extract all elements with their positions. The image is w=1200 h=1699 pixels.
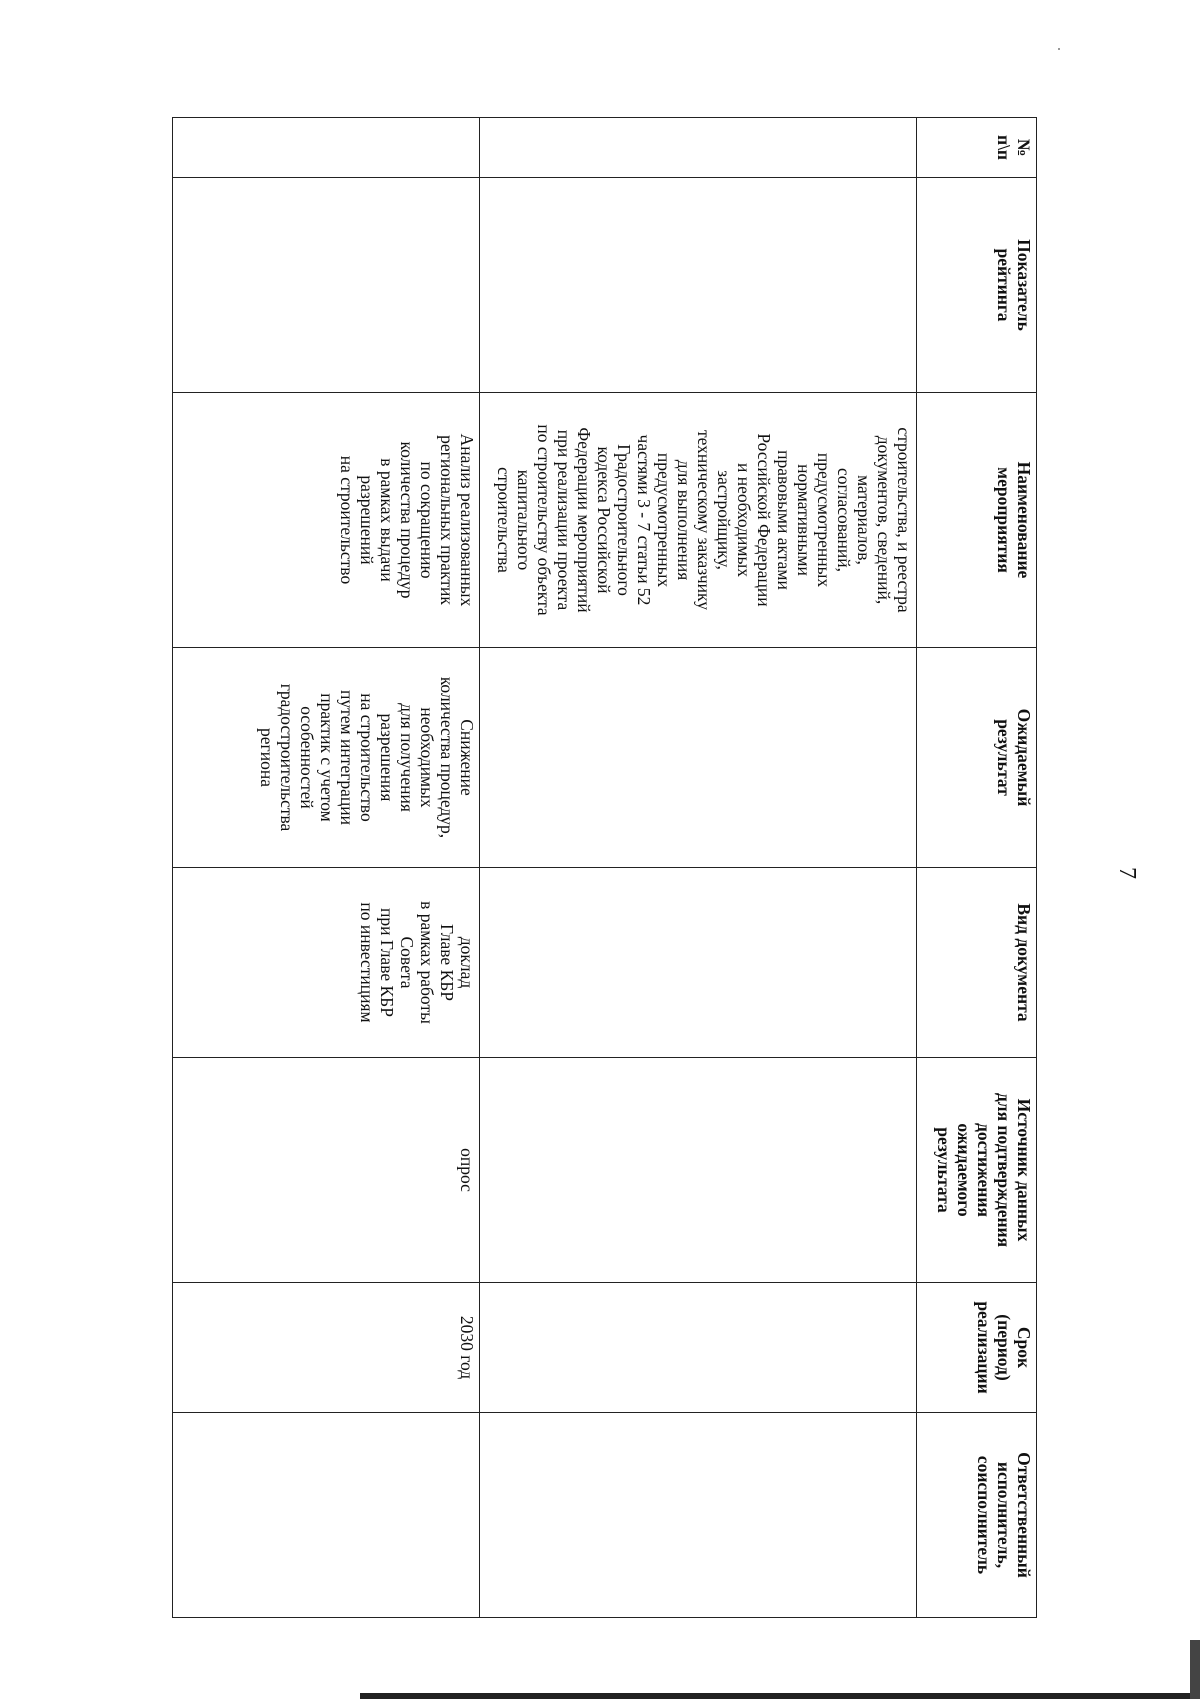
header-result: Ожидаемый результат (917, 648, 1037, 868)
rotated-table-sheet (172, 117, 1037, 1617)
measures-table (172, 117, 1037, 1618)
scan-edge-bottom (360, 1693, 1200, 1699)
cell-doc-type: доклад Главе КБР в рамках работы Совета при Главе КБР по инвестициям (173, 868, 480, 1058)
scan-edge-right (1190, 1640, 1200, 1699)
table-row (173, 118, 480, 1618)
cell-term (479, 1283, 916, 1413)
header-doc-type: Вид документа (917, 868, 1037, 1058)
header-measure: Наименование мероприятия (917, 393, 1037, 648)
cell-source (479, 1058, 916, 1283)
header-num: № п\п (917, 118, 1037, 178)
header-term: Срок (период) реализации (917, 1283, 1037, 1413)
header-source: Источник данных для подтверждения достижения ожидаемого результата (917, 1058, 1037, 1283)
cell-doc-type (479, 868, 916, 1058)
header-responsible: Ответственный исполнитель, соисполнитель (917, 1413, 1037, 1618)
cell-result (479, 648, 916, 868)
cell-source: опрос (173, 1058, 480, 1283)
cell-term: 2030 год (173, 1283, 480, 1413)
cell-num (479, 118, 916, 178)
cell-responsible (479, 1413, 916, 1618)
cell-indicator (173, 178, 480, 393)
cell-measure: Анализ реализованных региональных практик по сокращению количества процедур в рамках выдачи разрешений на строительство (173, 393, 480, 648)
table-row (479, 118, 916, 1618)
cell-num (173, 118, 480, 178)
scan-artifact-dot (1058, 48, 1060, 50)
cell-responsible (173, 1413, 480, 1618)
header-indicator: Показатель рейтинга (917, 178, 1037, 393)
page-number: 7 (1114, 867, 1140, 879)
cell-indicator (479, 178, 916, 393)
table-header-row (917, 118, 1037, 1618)
cell-measure: строительства, и реестра документов, сведений, материалов, согласований, предусмотренных нормативными правовыми актами Российской Федерации и необходимых застройщику, техническому заказчику для выполнения предусмотренных частями 3 - 7 статьи 52 Градостроительного кодекса Российской Федерации мероприятий при реализации проекта по строительству объекта капитального строительства (479, 393, 916, 648)
cell-result: Снижение количества процедур, необходимых для получения разрешения на строительство путем интеграции практик с учетом особенностей градостроительства региона (173, 648, 480, 868)
